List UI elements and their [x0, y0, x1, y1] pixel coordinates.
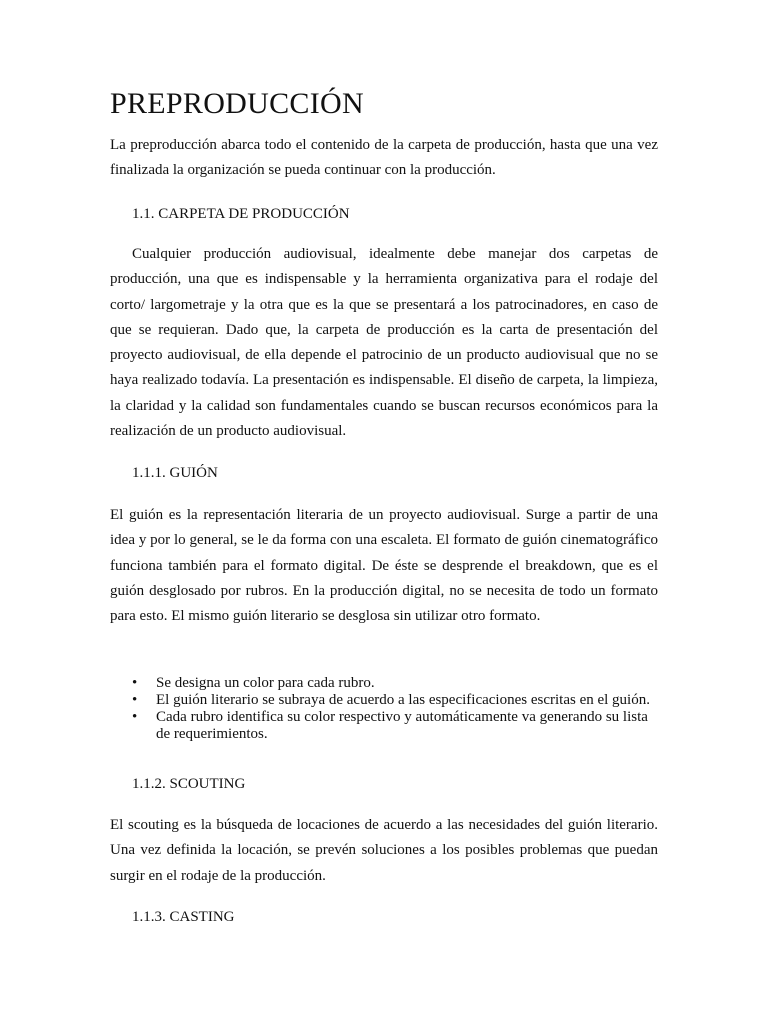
section-heading-casting: 1.1.3. CASTING	[132, 909, 235, 925]
section-heading-carpeta: 1.1. CARPETA DE PRODUCCIÓN	[132, 206, 350, 222]
list-item	[110, 692, 658, 709]
list-item-text: Cada rubro identifica su color respectivo y automáticamente va generando su lista de requerimientos.	[156, 709, 648, 742]
section-body-guion: El guión es la representación literaria de un proyecto audiovisual. Surge a partir de una idea y por lo general, se le da forma con una escaleta. El formato de guión cinematográfico funciona también para el formato digital. De éste se desprende el breakdown, que es el guión desglosado por rubros. En la producción digital, no se necesita de todo un formato para esto. El mismo guión literario se desglosa sin utilizar otro formato.	[110, 507, 658, 625]
list-item-text: El guión literario se subraya de acuerdo a las especificaciones escritas en el guión.	[156, 692, 650, 708]
bullet-icon: •	[132, 709, 138, 725]
bullet-icon: •	[132, 692, 138, 708]
section-body-scouting: El scouting es la búsqueda de locaciones de acuerdo a las necesidades del guión literario. Una vez definida la locación, se prevén soluciones a los posibles problemas que puedan surgir en el rodaje de la producción.	[110, 817, 658, 884]
section-body-carpeta: Cualquier producción audiovisual, idealmente debe manejar dos carpetas de producción, una que es indispensable y la herramienta organizativa para el rodaje del corto/ largometraje y la otra que es la que se presentará a los patrocinadores, en caso de que se requieran. Dado que, la carpeta de producción es la carta de presentación del proyecto audiovisual, de ella depende el patrocinio de un producto audiovisual que no se haya realizado todavía. La presentación es indispensable. El diseño de carpeta, la limpieza, la claridad y la calidad son fundamentales cuando se buscan recursos económicos para la realización de un producto audiovisual.	[110, 246, 658, 440]
page-title: PREPRODUCCIÓN	[110, 87, 364, 120]
list-item-text: Se designa un color para cada rubro.	[156, 675, 375, 691]
section-heading-scouting: 1.1.2. SCOUTING	[132, 776, 246, 792]
intro-paragraph: La preproducción abarca todo el contenido de la carpeta de producción, hasta que una vez finalizada la organización se pueda continuar con la producción.	[110, 137, 658, 179]
bullet-icon: •	[132, 675, 138, 691]
section-heading-guion: 1.1.1. GUIÓN	[132, 465, 218, 481]
guion-bullet-list	[110, 675, 658, 743]
list-item	[110, 675, 658, 692]
list-item	[110, 709, 658, 743]
